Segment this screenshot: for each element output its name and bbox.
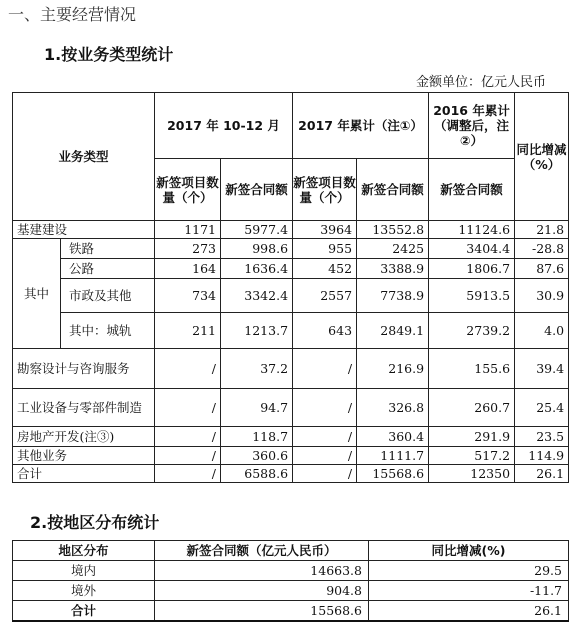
- cell-region-yoy: -11.7: [369, 581, 569, 601]
- cell-count-q4: /: [155, 389, 221, 427]
- table-row-total: [13, 601, 569, 621]
- table-row: [13, 349, 569, 389]
- cell-amount-q4: 1636.4: [221, 259, 293, 279]
- header-business-type: 业务类型: [13, 93, 155, 221]
- header-count-2017: 新签项目数量（个）: [293, 159, 357, 221]
- table-row: [13, 239, 569, 259]
- cell-amount-q4: 6588.6: [221, 465, 293, 483]
- cell-amount-q4: 1213.7: [221, 313, 293, 349]
- cell-count-2017: /: [293, 447, 357, 465]
- cell-region-amount: 904.8: [155, 581, 369, 601]
- cell-amount-q4: 5977.4: [221, 221, 293, 239]
- cell-amount-2017: 13552.8: [357, 221, 429, 239]
- cell-yoy: 4.0: [515, 313, 569, 349]
- cell-amount-2016: 1806.7: [429, 259, 515, 279]
- row-label: 勘察设计与咨询服务: [13, 349, 155, 389]
- cell-amount-2017: 2425: [357, 239, 429, 259]
- header-region-amount: 新签合同额（亿元人民币）: [155, 541, 369, 561]
- cell-amount-2017: 1111.7: [357, 447, 429, 465]
- cell-count-q4: 273: [155, 239, 221, 259]
- cell-amount-q4: 37.2: [221, 349, 293, 389]
- cell-region: 合计: [13, 601, 155, 621]
- cell-amount-q4: 998.6: [221, 239, 293, 259]
- cell-count-q4: /: [155, 349, 221, 389]
- cell-region-amount: 14663.8: [155, 561, 369, 581]
- cell-count-q4: 164: [155, 259, 221, 279]
- table-row: [13, 221, 569, 239]
- row-label: 房地产开发(注③): [13, 427, 155, 447]
- cell-yoy: -28.8: [515, 239, 569, 259]
- cell-count-2017: 643: [293, 313, 357, 349]
- cell-count-q4: 211: [155, 313, 221, 349]
- cell-amount-2016: 155.6: [429, 349, 515, 389]
- cell-amount-2016: 291.9: [429, 427, 515, 447]
- table-row: [13, 279, 569, 313]
- cell-amount-q4: 94.7: [221, 389, 293, 427]
- cell-count-2017: 452: [293, 259, 357, 279]
- cell-yoy: 39.4: [515, 349, 569, 389]
- header-period-q4: 2017 年 10-12 月: [155, 93, 293, 159]
- cell-amount-2016: 2739.2: [429, 313, 515, 349]
- header-period-2016: 2016 年累计（调整后，注②）: [429, 93, 515, 159]
- header-amount-2017: 新签合同额: [357, 159, 429, 221]
- cell-count-2017: /: [293, 389, 357, 427]
- row-label: 工业设备与零部件制造: [13, 389, 155, 427]
- cell-amount-2016: 11124.6: [429, 221, 515, 239]
- row-label: 其中：城轨: [61, 313, 155, 349]
- header-region: 地区分布: [13, 541, 155, 561]
- cell-region: 境外: [13, 581, 155, 601]
- cell-region-amount: 15568.6: [155, 601, 369, 621]
- cell-yoy: 23.5: [515, 427, 569, 447]
- cell-count-q4: /: [155, 465, 221, 483]
- table-row: [13, 259, 569, 279]
- table-row: [13, 447, 569, 465]
- business-type-heading: 1.按业务类型统计: [44, 45, 174, 64]
- cell-amount-q4: 3342.4: [221, 279, 293, 313]
- row-label: 公路: [61, 259, 155, 279]
- cell-yoy: 26.1: [515, 465, 569, 483]
- region-table: [12, 540, 569, 622]
- cell-amount-2017: 3388.9: [357, 259, 429, 279]
- cell-count-2017: /: [293, 465, 357, 483]
- cell-amount-2017: 326.8: [357, 389, 429, 427]
- cell-amount-2017: 15568.6: [357, 465, 429, 483]
- row-label: 铁路: [61, 239, 155, 259]
- cell-amount-2017: 2849.1: [357, 313, 429, 349]
- business-type-table: [12, 92, 569, 483]
- cell-amount-q4: 118.7: [221, 427, 293, 447]
- header-region-yoy: 同比增减(%): [369, 541, 569, 561]
- unit-note: 金额单位：亿元人民币: [415, 75, 546, 90]
- cell-amount-2017: 360.4: [357, 427, 429, 447]
- header-amount-2016: 新签合同额: [429, 159, 515, 221]
- cell-amount-2016: 260.7: [429, 389, 515, 427]
- cell-count-2017: /: [293, 427, 357, 447]
- cell-count-q4: 1171: [155, 221, 221, 239]
- cell-count-2017: 3964: [293, 221, 357, 239]
- table-row: [13, 389, 569, 427]
- table-row: [13, 313, 569, 349]
- header-amount-q4: 新签合同额: [221, 159, 293, 221]
- qizhong-label: 其中: [13, 239, 61, 349]
- cell-amount-2017: 216.9: [357, 349, 429, 389]
- cell-region-yoy: 26.1: [369, 601, 569, 621]
- cell-amount-2016: 5913.5: [429, 279, 515, 313]
- cell-yoy: 87.6: [515, 259, 569, 279]
- row-label: 基建建设: [13, 221, 155, 239]
- cell-yoy: 30.9: [515, 279, 569, 313]
- cell-count-q4: 734: [155, 279, 221, 313]
- row-label: 合计: [13, 465, 155, 483]
- cell-yoy: 25.4: [515, 389, 569, 427]
- section-heading: 一、主要经营情况: [8, 5, 137, 24]
- cell-amount-2016: 3404.4: [429, 239, 515, 259]
- table-row: [13, 465, 569, 483]
- row-label: 市政及其他: [61, 279, 155, 313]
- table-row: [13, 561, 569, 581]
- cell-count-q4: /: [155, 447, 221, 465]
- cell-count-2017: 955: [293, 239, 357, 259]
- cell-amount-2017: 7738.9: [357, 279, 429, 313]
- cell-amount-2016: 517.2: [429, 447, 515, 465]
- cell-amount-2016: 12350: [429, 465, 515, 483]
- region-heading: 2.按地区分布统计: [30, 513, 160, 532]
- table-row: [13, 427, 569, 447]
- table-row: [13, 581, 569, 601]
- cell-region: 境内: [13, 561, 155, 581]
- cell-count-q4: /: [155, 427, 221, 447]
- header-count-q4: 新签项目数量（个）: [155, 159, 221, 221]
- cell-count-2017: /: [293, 349, 357, 389]
- cell-yoy: 114.9: [515, 447, 569, 465]
- cell-amount-q4: 360.6: [221, 447, 293, 465]
- cell-count-2017: 2557: [293, 279, 357, 313]
- cell-region-yoy: 29.5: [369, 561, 569, 581]
- header-yoy: 同比增减（%）: [515, 93, 569, 221]
- row-label: 其他业务: [13, 447, 155, 465]
- cell-yoy: 21.8: [515, 221, 569, 239]
- header-period-2017: 2017 年累计（注①）: [293, 93, 429, 159]
